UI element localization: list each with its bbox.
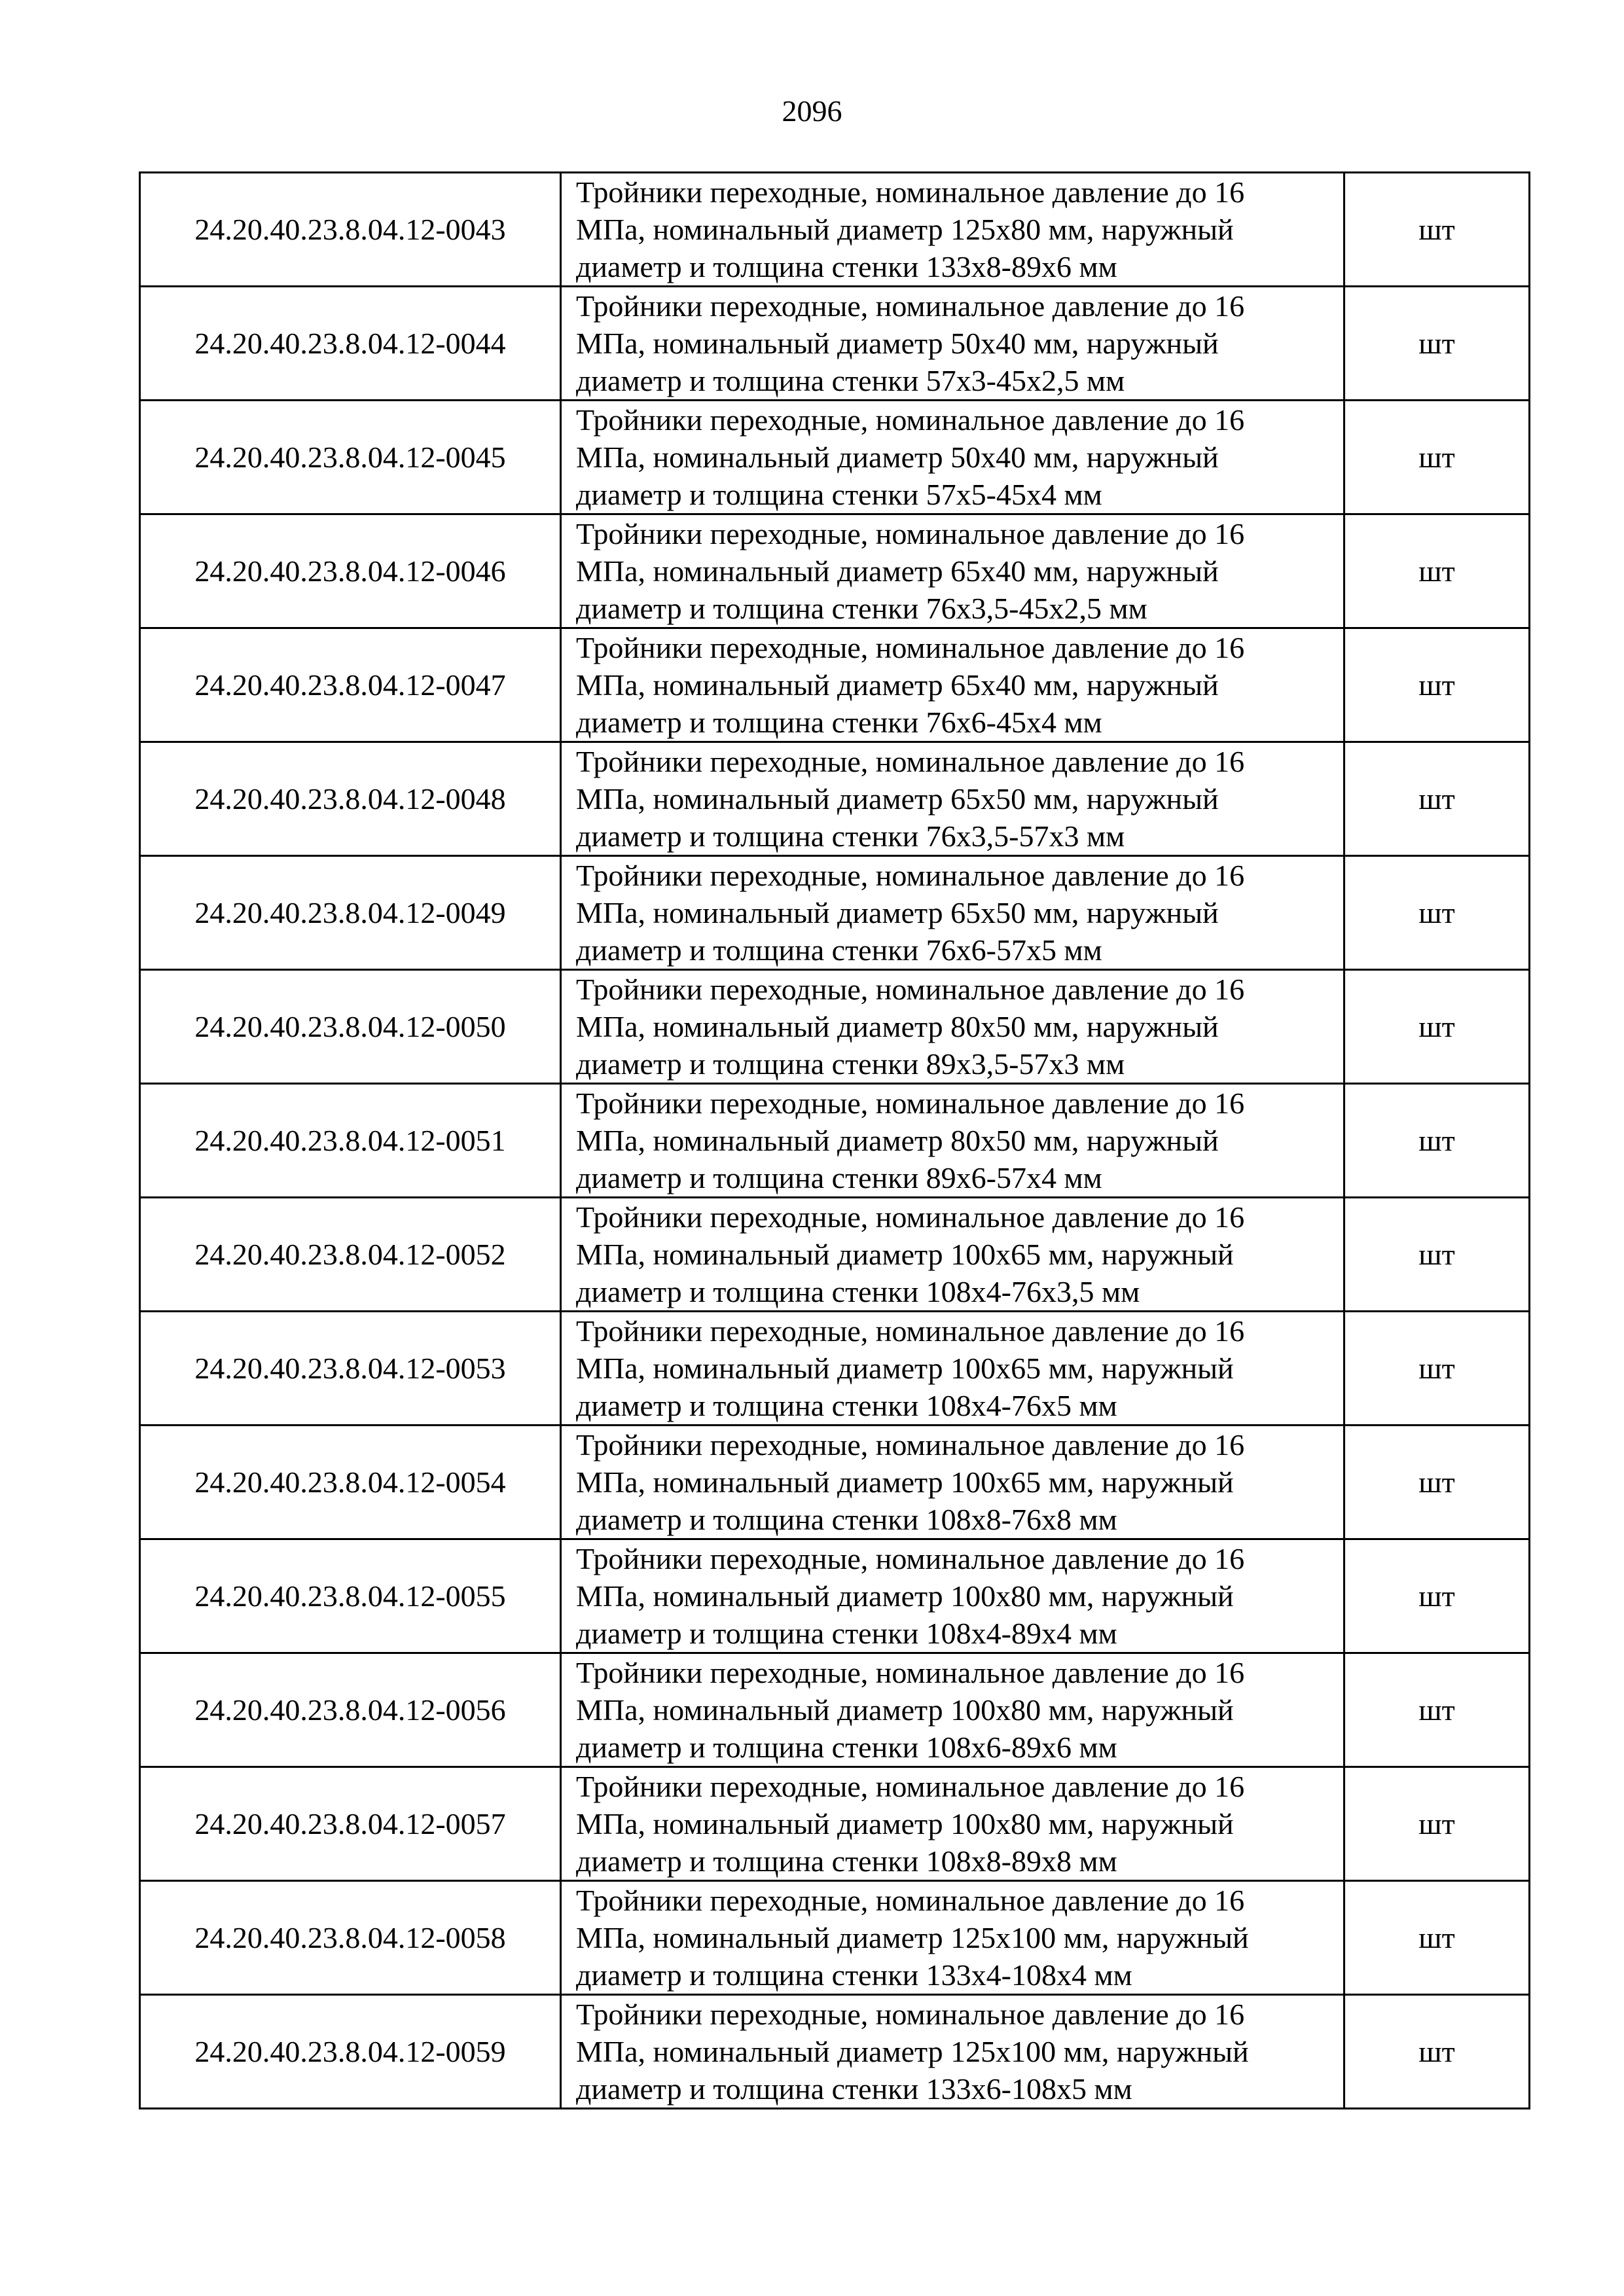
table-row bbox=[140, 1539, 1530, 1653]
table-row bbox=[140, 173, 1530, 287]
description-line: диаметр и толщина стенки 108х4-89х4 мм bbox=[576, 1617, 1117, 1650]
description-line: диаметр и толщина стенки 108х8-76х8 мм bbox=[576, 1503, 1117, 1536]
description-line: Тройники переходные, номинальное давление до 16 bbox=[576, 745, 1245, 778]
row-code: 24.20.40.23.8.04.12-0051 bbox=[140, 1084, 561, 1198]
row-unit: шт bbox=[1344, 514, 1530, 628]
row-code: 24.20.40.23.8.04.12-0044 bbox=[140, 287, 561, 401]
description-line: Тройники переходные, номинальное давление до 16 bbox=[576, 289, 1245, 323]
table-row bbox=[140, 1198, 1530, 1312]
row-unit: шт bbox=[1344, 401, 1530, 514]
description-line: диаметр и толщина стенки 133х6-108х5 мм bbox=[576, 2072, 1132, 2106]
description-line: МПа, номинальный диаметр 125х100 мм, наружный bbox=[576, 2035, 1249, 2068]
row-code: 24.20.40.23.8.04.12-0055 bbox=[140, 1539, 561, 1653]
table-row bbox=[140, 401, 1530, 514]
description-line: Тройники переходные, номинальное давление до 16 bbox=[576, 1770, 1245, 1803]
description-line: МПа, номинальный диаметр 80х50 мм, наружный bbox=[576, 1124, 1219, 1157]
row-unit: шт bbox=[1344, 287, 1530, 401]
description-line: Тройники переходные, номинальное давление до 16 bbox=[576, 175, 1245, 209]
row-unit: шт bbox=[1344, 742, 1530, 856]
description-line: МПа, номинальный диаметр 65х50 мм, наружный bbox=[576, 782, 1219, 816]
description-line: диаметр и толщина стенки 133х8-89х6 мм bbox=[576, 250, 1117, 283]
description-line: Тройники переходные, номинальное давление до 16 bbox=[576, 1542, 1245, 1575]
row-code: 24.20.40.23.8.04.12-0049 bbox=[140, 856, 561, 970]
table-row bbox=[140, 1426, 1530, 1539]
table-row bbox=[140, 1767, 1530, 1881]
description-line: МПа, номинальный диаметр 100х65 мм, наружный bbox=[576, 1352, 1234, 1385]
description-line: Тройники переходные, номинальное давление до 16 bbox=[576, 1086, 1245, 1120]
row-code: 24.20.40.23.8.04.12-0056 bbox=[140, 1653, 561, 1767]
description-line: МПа, номинальный диаметр 100х80 мм, наружный bbox=[576, 1807, 1234, 1840]
table-row bbox=[140, 970, 1530, 1084]
row-code: 24.20.40.23.8.04.12-0054 bbox=[140, 1426, 561, 1539]
row-unit: шт bbox=[1344, 856, 1530, 970]
description-line: диаметр и толщина стенки 108х4-76х5 мм bbox=[576, 1389, 1117, 1422]
row-description bbox=[561, 970, 1344, 1084]
description-line: Тройники переходные, номинальное давление до 16 bbox=[576, 403, 1245, 437]
row-unit: шт bbox=[1344, 1084, 1530, 1198]
row-description bbox=[561, 1767, 1344, 1881]
table-row bbox=[140, 742, 1530, 856]
page-number: 2096 bbox=[782, 94, 842, 128]
table-row bbox=[140, 1084, 1530, 1198]
description-line: Тройники переходные, номинальное давление до 16 bbox=[576, 973, 1245, 1006]
row-description bbox=[561, 514, 1344, 628]
description-line: Тройники переходные, номинальное давление до 16 bbox=[576, 1314, 1245, 1348]
row-unit: шт bbox=[1344, 970, 1530, 1084]
row-description bbox=[561, 1881, 1344, 1995]
description-line: МПа, номинальный диаметр 100х80 мм, наружный bbox=[576, 1693, 1234, 1727]
row-description bbox=[561, 287, 1344, 401]
description-line: диаметр и толщина стенки 57х5-45х4 мм bbox=[576, 478, 1102, 511]
row-description bbox=[561, 1653, 1344, 1767]
row-unit: шт bbox=[1344, 1426, 1530, 1539]
row-code: 24.20.40.23.8.04.12-0057 bbox=[140, 1767, 561, 1881]
table-row bbox=[140, 1881, 1530, 1995]
row-unit: шт bbox=[1344, 1198, 1530, 1312]
row-code: 24.20.40.23.8.04.12-0046 bbox=[140, 514, 561, 628]
row-code: 24.20.40.23.8.04.12-0058 bbox=[140, 1881, 561, 1995]
description-line: диаметр и толщина стенки 89х6-57х4 мм bbox=[576, 1161, 1102, 1194]
row-code: 24.20.40.23.8.04.12-0047 bbox=[140, 628, 561, 742]
row-description bbox=[561, 1539, 1344, 1653]
description-line: диаметр и толщина стенки 89х3,5-57х3 мм bbox=[576, 1047, 1125, 1081]
description-line: Тройники переходные, номинальное давление до 16 bbox=[576, 1428, 1245, 1462]
row-code: 24.20.40.23.8.04.12-0059 bbox=[140, 1995, 561, 2109]
row-description bbox=[561, 1426, 1344, 1539]
row-unit: шт bbox=[1344, 1312, 1530, 1426]
row-unit: шт bbox=[1344, 1539, 1530, 1653]
catalog-table-body bbox=[140, 173, 1530, 2109]
row-unit: шт bbox=[1344, 1995, 1530, 2109]
row-description bbox=[561, 1198, 1344, 1312]
table-row bbox=[140, 856, 1530, 970]
description-line: Тройники переходные, номинальное давление до 16 bbox=[576, 1200, 1245, 1234]
table-row bbox=[140, 628, 1530, 742]
row-description bbox=[561, 1995, 1344, 2109]
description-line: МПа, номинальный диаметр 100х65 мм, наружный bbox=[576, 1238, 1234, 1271]
description-line: диаметр и толщина стенки 108х8-89х8 мм bbox=[576, 1844, 1117, 1878]
row-unit: шт bbox=[1344, 1653, 1530, 1767]
table-row bbox=[140, 1312, 1530, 1426]
description-line: диаметр и толщина стенки 133х4-108х4 мм bbox=[576, 1958, 1132, 1992]
description-line: МПа, номинальный диаметр 100х65 мм, наружный bbox=[576, 1465, 1234, 1499]
description-line: МПа, номинальный диаметр 125х80 мм, наружный bbox=[576, 213, 1234, 246]
description-line: МПа, номинальный диаметр 50х40 мм, наружный bbox=[576, 440, 1219, 474]
row-description bbox=[561, 742, 1344, 856]
table-row bbox=[140, 1995, 1530, 2109]
description-line: МПа, номинальный диаметр 100х80 мм, наружный bbox=[576, 1579, 1234, 1613]
description-line: МПа, номинальный диаметр 80х50 мм, наружный bbox=[576, 1010, 1219, 1043]
description-line: диаметр и толщина стенки 76х6-57х5 мм bbox=[576, 933, 1102, 967]
description-line: Тройники переходные, номинальное давление до 16 bbox=[576, 1884, 1245, 1917]
row-description bbox=[561, 401, 1344, 514]
table-row bbox=[140, 287, 1530, 401]
row-unit: шт bbox=[1344, 1881, 1530, 1995]
row-description bbox=[561, 628, 1344, 742]
row-code: 24.20.40.23.8.04.12-0052 bbox=[140, 1198, 561, 1312]
row-description bbox=[561, 173, 1344, 287]
table-row bbox=[140, 514, 1530, 628]
description-line: МПа, номинальный диаметр 50х40 мм, наружный bbox=[576, 327, 1219, 360]
row-description bbox=[561, 1312, 1344, 1426]
description-line: диаметр и толщина стенки 76х6-45х4 мм bbox=[576, 706, 1102, 739]
description-line: Тройники переходные, номинальное давление до 16 bbox=[576, 1656, 1245, 1689]
description-line: Тройники переходные, номинальное давление до 16 bbox=[576, 517, 1245, 550]
row-code: 24.20.40.23.8.04.12-0043 bbox=[140, 173, 561, 287]
catalog-table bbox=[139, 171, 1530, 2109]
row-code: 24.20.40.23.8.04.12-0048 bbox=[140, 742, 561, 856]
description-line: МПа, номинальный диаметр 125х100 мм, наружный bbox=[576, 1921, 1249, 1954]
row-unit: шт bbox=[1344, 173, 1530, 287]
table-row bbox=[140, 1653, 1530, 1767]
description-line: диаметр и толщина стенки 76х3,5-57х3 мм bbox=[576, 819, 1125, 853]
row-code: 24.20.40.23.8.04.12-0053 bbox=[140, 1312, 561, 1426]
description-line: Тройники переходные, номинальное давление до 16 bbox=[576, 631, 1245, 664]
description-line: Тройники переходные, номинальное давление до 16 bbox=[576, 1998, 1245, 2031]
row-code: 24.20.40.23.8.04.12-0050 bbox=[140, 970, 561, 1084]
row-code: 24.20.40.23.8.04.12-0045 bbox=[140, 401, 561, 514]
description-line: МПа, номинальный диаметр 65х50 мм, наружный bbox=[576, 896, 1219, 929]
row-unit: шт bbox=[1344, 628, 1530, 742]
description-line: диаметр и толщина стенки 76х3,5-45х2,5 мм bbox=[576, 592, 1147, 625]
row-description bbox=[561, 856, 1344, 970]
description-line: диаметр и толщина стенки 108х6-89х6 мм bbox=[576, 1731, 1117, 1764]
row-description bbox=[561, 1084, 1344, 1198]
description-line: МПа, номинальный диаметр 65х40 мм, наружный bbox=[576, 554, 1219, 588]
description-line: Тройники переходные, номинальное давление до 16 bbox=[576, 859, 1245, 892]
description-line: МПа, номинальный диаметр 65х40 мм, наружный bbox=[576, 668, 1219, 702]
description-line: диаметр и толщина стенки 57х3-45х2,5 мм bbox=[576, 364, 1125, 397]
description-line: диаметр и толщина стенки 108х4-76х3,5 мм bbox=[576, 1275, 1140, 1308]
row-unit: шт bbox=[1344, 1767, 1530, 1881]
